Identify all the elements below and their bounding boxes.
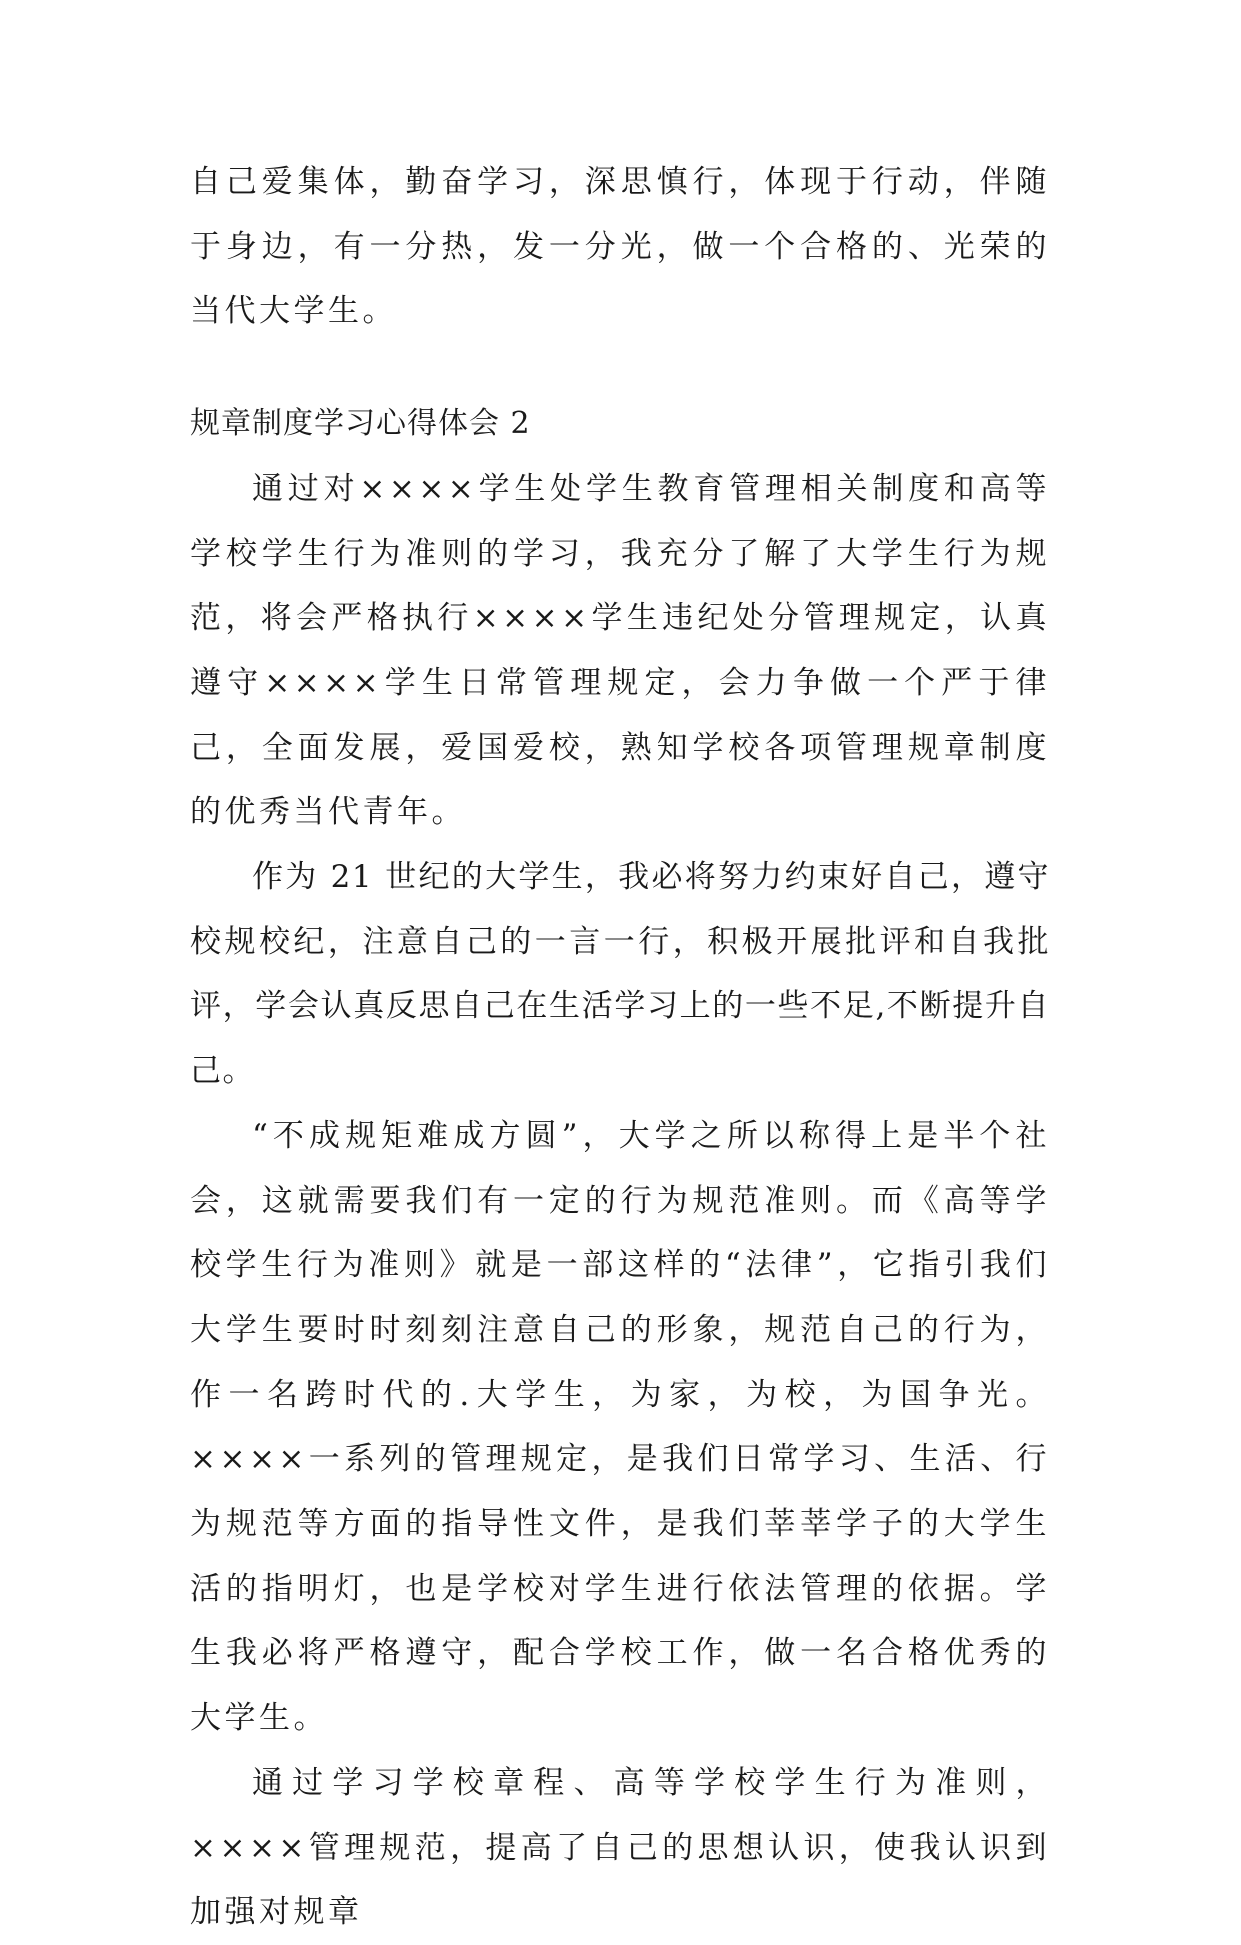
document-page bbox=[190, 150, 1050, 1945]
body-paragraph-1: 通过对××××学生处学生教育管理相关制度和高等学校学生行为准则的学习，我充分了解了大学生行为规范，将会严格执行××××学生违纪处分管理规定，认真遵守××××学生日常管理规定，会力争做一个严于律己，全面发展，爱国爱校，熟知学校各项管理规章制度的优秀当代青年。 bbox=[190, 470, 1050, 831]
body-paragraph-4: 通过学习学校章程、高等学校学生行为准则，××××管理规范，提高了自己的思想认识，使我认识到加强对规章 bbox=[190, 1764, 1050, 1931]
intro-paragraph: 自己爱集体，勤奋学习，深思慎行，体现于行动，伴随于身边，有一分热，发一分光，做一个合格的、光荣的当代大学生。 bbox=[190, 164, 1050, 330]
section-heading: 规章制度学习心得体会 2 bbox=[190, 406, 531, 442]
body-paragraph-2: 作为 21 世纪的大学生，我必将努力约束好自己，遵守校规校纪，注意自己的一言一行，积极开展批评和自我批评，学会认真反思自己在生活学习上的一些不足,不断提升自己。 bbox=[190, 859, 1050, 1090]
body-paragraph-3: “不成规矩难成方圆”，大学之所以称得上是半个社会，这就需要我们有一定的行为规范准则。而《高等学校学生行为准则》就是一部这样的“法律”，它指引我们大学生要时时刻刻注意自己的形象，规范自己的行为，作一名跨时代的.大学生，为家，为校，为国争光。××××一系列的管理规定，是我们日常学习、生活、行为规范等方面的指导性文件，是我们莘莘学子的大学生活的指明灯，也是学校对学生进行依法管理的依据。学生我必将严格遵守，配合学校工作，做一名合格优秀的大学生。 bbox=[190, 1117, 1050, 1737]
